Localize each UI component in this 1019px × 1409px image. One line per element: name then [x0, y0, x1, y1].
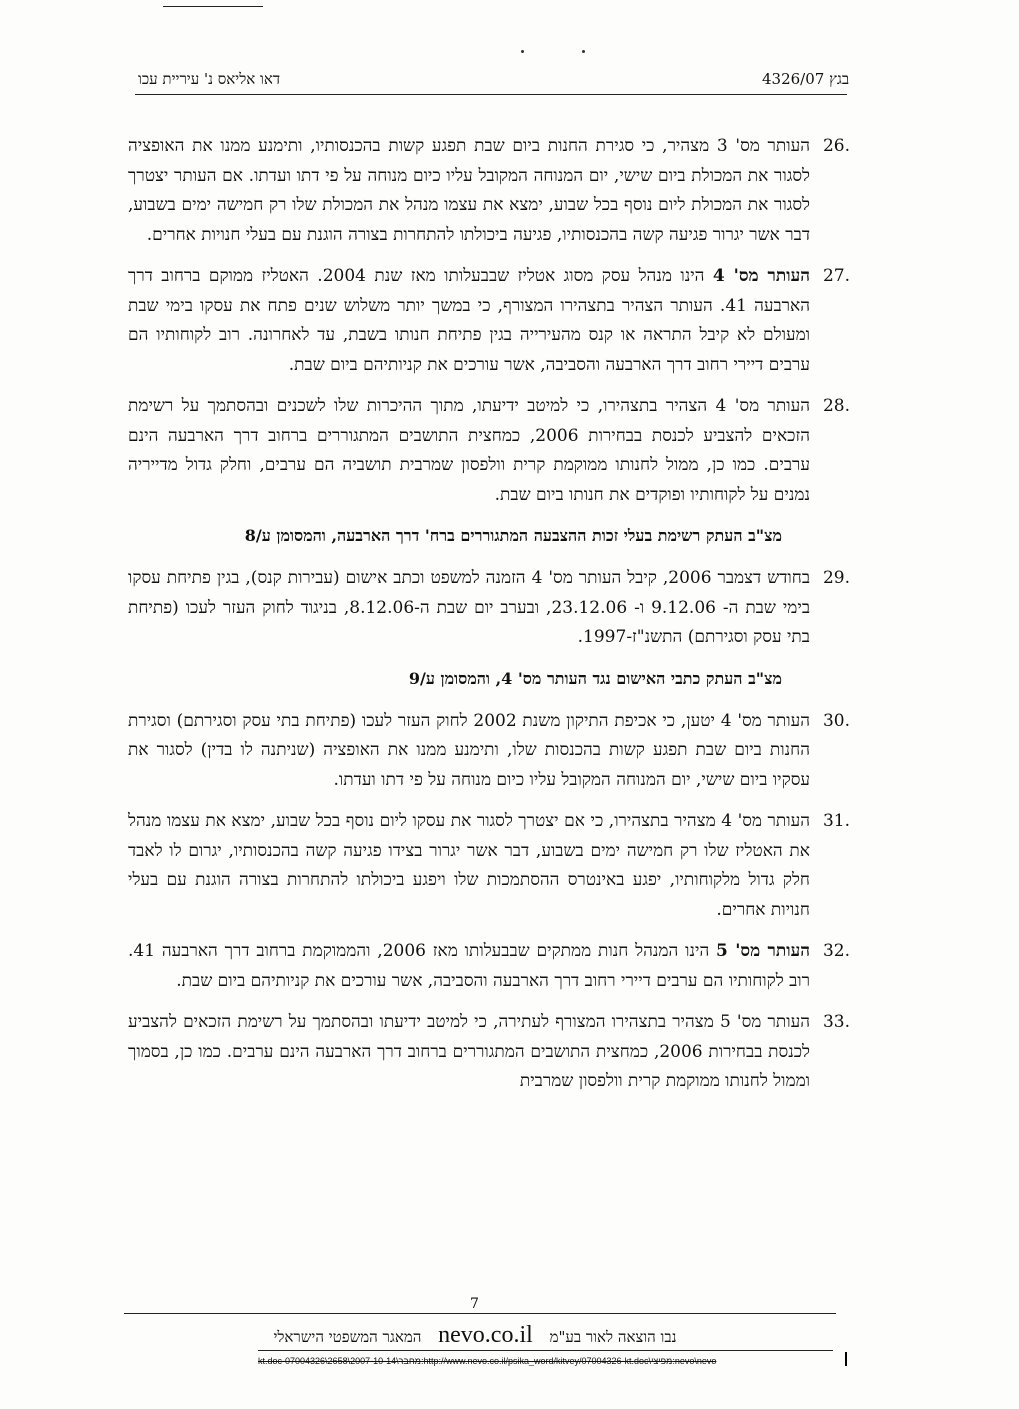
- paragraph-32: [128, 937, 850, 996]
- paragraph-26: [128, 132, 850, 250]
- paragraph-text: העותר מס' 5 מצהיר בתצהירו המצורף לעתירה, כי למיטב ידיעתו ובהסתמך על רשימת הזכאים להצביע לכנסת בבחירות 2006, כמחצית התושבים המתגוררים ברחוב דרך הארבעה הינם ערבים. כמו כן, בסמוך וממול לחנותו ממוקמת קרית וולפסון שמרבית: [128, 1012, 810, 1091]
- paragraph-31: [128, 807, 850, 925]
- paragraph-text: הינו המנהל חנות ממתקים שבבעלותו מאז 2006, והממוקמת ברחוב דרך הארבעה 41. רוב לקוחותיו הם ערבים דיירי רחוב דרך הארבעה והסביבה, אשר עורכים את קניותיהם ביום שבת.: [128, 941, 810, 991]
- document-body: [128, 132, 850, 1109]
- exhibit-note-9: מצ"ב העתק כתבי האישום נגד העותר מס' 4, והמסומן ע/9: [408, 668, 782, 688]
- header-rule: [135, 94, 847, 95]
- paragraph-text: העותר מס' 4 יטען, כי אכיפת התיקון משנת 2002 לחוק העזר לעכו (פתיחת בתי עסק וסגירתם) וסגירת החנות ביום שבת תפגע קשות בהכנסות שלו, ותימנע ממנו את האופציה (שניתנה לו בדין) לסגור את עסקיו ביום שישי, יום המנוחה המקובל עליו כיום מנוחה על פי דתו ועדתו.: [128, 710, 810, 790]
- exhibit-note-8: מצ"ב העתק רשימת בעלי זכות ההצבעה המתגוררים ברח' דרך הארבעה, והמסומן ע/8: [244, 526, 782, 545]
- paragraph-number: 31.: [822, 811, 850, 831]
- paragraph-text: העותר מס' 4 מצהיר בתצהירו, כי אם יצטרך לסגור את עסקו ליום נוסף בכל שבוע, ימצא את עצמו מנהל את האטליז שלו רק חמישה ימים בשבוע, דבר אשר יגרור בצידו פגיעה קשה בהכנסותיו, יגרום לו לאבד חלק גדול מלקוחותיו, יפגע באינטרס ההסתמכות שלו ויפגע ביכולתו להתחרות בצורה הוגנת עם בעלי חנויות אחרים.: [128, 811, 810, 920]
- paragraph-30: [128, 707, 850, 796]
- top-corner-line: [163, 6, 263, 7]
- header-parties: דאו אליאס נ' עיריית עכו: [138, 70, 281, 88]
- scan-speck: [582, 50, 585, 53]
- database-name: המאגר המשפטי הישראלי: [273, 1328, 422, 1346]
- footer-rule: [124, 1313, 836, 1314]
- paragraph-33: [128, 1008, 850, 1097]
- header-case-number: בגץ 4326/07: [762, 70, 850, 88]
- paragraph-number: 28.: [822, 396, 850, 416]
- paragraph-28: [128, 392, 850, 510]
- paragraph-text: העותר מס' 3 מצהיר, כי סגירת החנות ביום שבת תפגע קשות בהכנסותיו, ותימנע ממנו את האופציה לסגור את המכולת ביום שישי, יום המנוחה המקובל עליו כיום מנוחה על פי דתו ועדתו. אם העותר יצטרך לסגור את המכולת ליום נוסף בכל שבוע, ימצא את עצמו מנהל את המכולת שלו רק חמישה ימים בשבוע, דבר אשר יגרור פגיעה קשה בהכנסותיו, פגיעה ביכולתו להתחרות בצורה הוגנת עם בעלי חנויות אחרים.: [128, 136, 810, 245]
- footer-rule-bottom: [258, 1350, 833, 1351]
- footer-file-path: kt.doc-07004326\2658\2007-10-14\מחבר:http://www.nevo.co.il/psika_word/kitvey/07004326-kt.doc\מפיצי:nevo\nevo: [258, 1356, 717, 1366]
- margin-mark: [845, 1352, 847, 1366]
- paragraph-text: הינו מנהל עסק מסוג אטליז שבבעלותו מאז שנת 2004. האטליז ממוקם ברחוב דרך הארבעה 41. העותר הצהיר בתצהירו המצורף, כי במשך יותר משלוש שנים פתח את עסקו בימי שבת ומעולם לא קיבל התראה או קנס מהעירייה בגין פתיחת חנותו בשבת, עד לאחרונה. רוב לקוחותיו הם ערבים דיירי רחוב דרך הארבעה והסביבה, אשר עורכים את קניותיהם ביום שבת.: [128, 266, 811, 375]
- paragraph-text: בחודש דצמבר 2006, קיבל העותר מס' 4 הזמנה למשפט וכתב אישום (עבירות קנס), בגין פתיחת עסקו בימי שבת ה- 9.12.06 ו- 23.12.06, ובערב יום שבת ה-8.12.06, בניגוד לחוק העזר לעכו (פתיחת בתי עסק וסגירתם) התשנ"ז-1997.: [128, 568, 811, 647]
- paragraph-text: העותר מס' 4 הצהיר בתצהירו, כי למיטב ידיעתו, מתוך ההיכרות שלו לשכנים ובהסתמך על רשימת הזכאים להצביע לכנסת בבחירות 2006, כמחצית התושבים המתגוררים ברחוב דרך הארבעה הינם ערבים. כמו כן, ממול לחנותו ממוקמת קרית וולפסון שמרבית תושביה הם ערבים, וחלק גדול מדייריה נמנים על לקוחותיו ופוקדים את חנותו ביום שבת.: [128, 396, 810, 505]
- paragraph-27: [128, 262, 850, 380]
- page-number: 7: [470, 1296, 479, 1312]
- paragraph-lead: העותר מס' 5: [716, 941, 810, 961]
- paragraph-number: 32.: [822, 941, 850, 961]
- nevo-site: nevo.co.il: [438, 1322, 533, 1348]
- paragraph-number: 33.: [822, 1012, 850, 1032]
- scan-speck: [521, 50, 524, 53]
- paragraph-29: [128, 564, 850, 653]
- paragraph-number: 27.: [822, 266, 850, 286]
- paragraph-number: 26.: [822, 136, 850, 156]
- publisher-prefix: נבו הוצאה לאור בע"מ: [549, 1328, 677, 1346]
- paragraph-number: 30.: [822, 710, 850, 731]
- footer-publisher: [140, 1322, 810, 1349]
- paragraph-lead: העותר מס' 4: [712, 266, 810, 286]
- paragraph-number: 29.: [822, 568, 850, 588]
